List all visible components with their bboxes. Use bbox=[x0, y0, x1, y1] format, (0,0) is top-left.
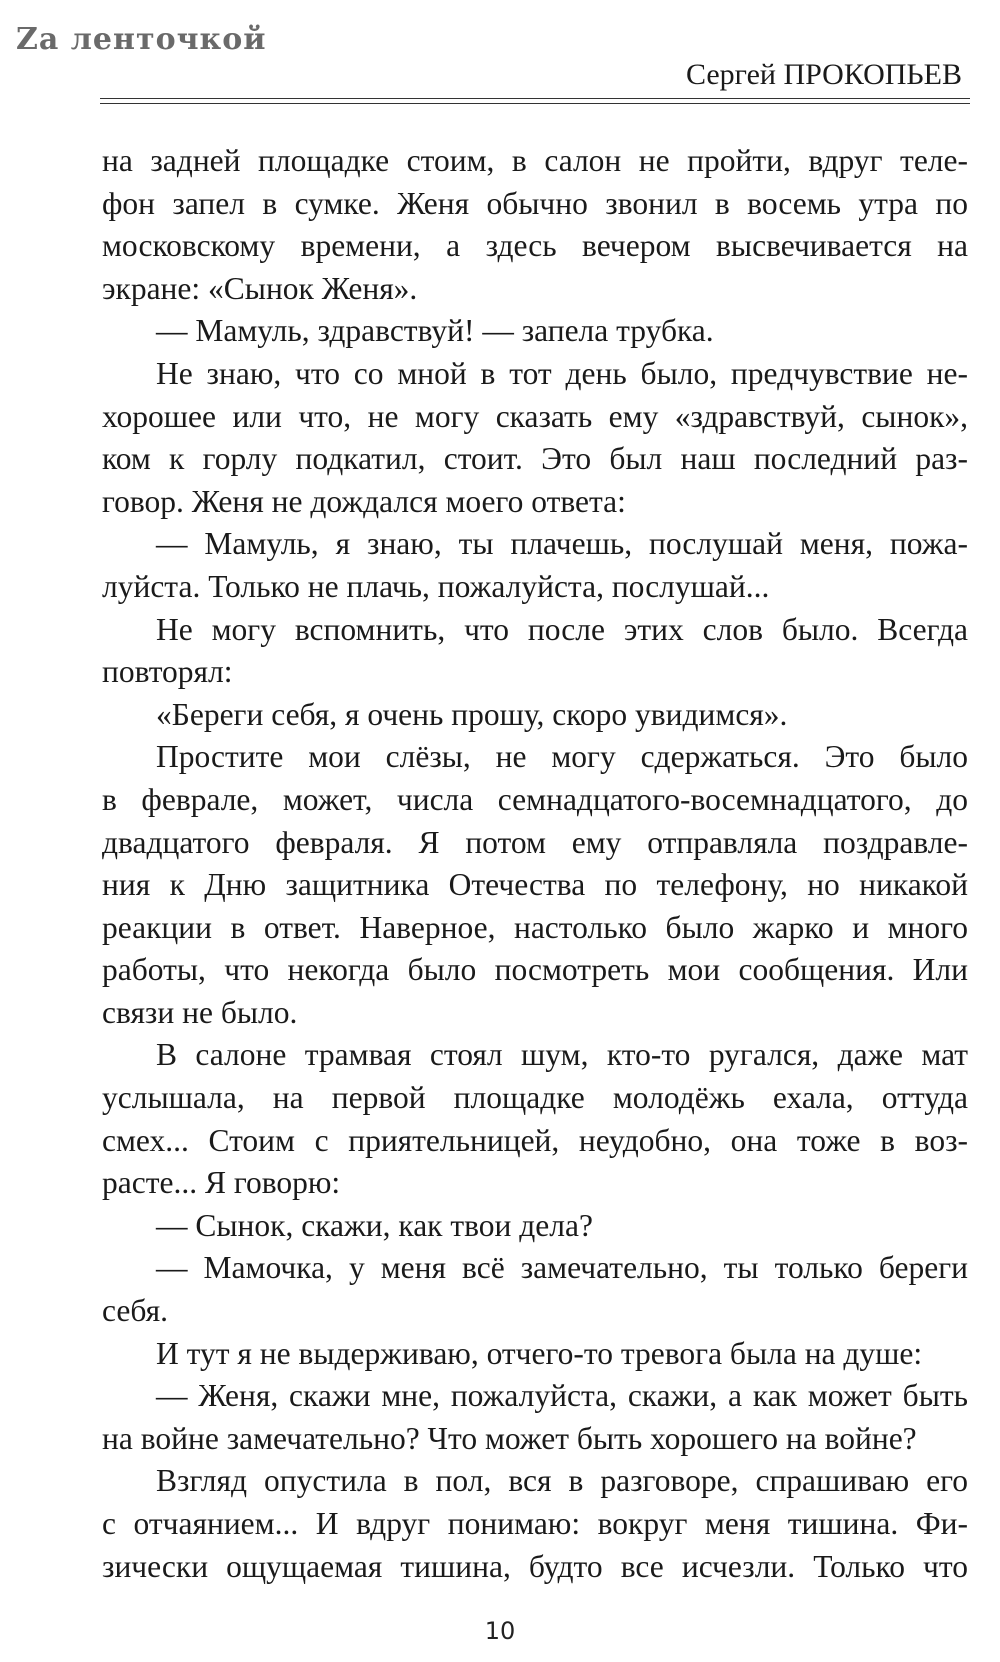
text-line: — Мамуль, здравствуй! — запела трубка. bbox=[156, 313, 714, 349]
body-text bbox=[102, 140, 968, 1588]
text-line: Взгляд опустила в пол, вся в разговоре, спрашиваю его bbox=[156, 1463, 968, 1499]
text-line: повторял: bbox=[102, 654, 233, 690]
text-line: зически ощущаемая тишина, будто все исчезли. Только что bbox=[102, 1548, 968, 1584]
text-line: двадцатого февраля. Я потом ему отправляла поздравле- bbox=[102, 824, 968, 860]
text-line: Не могу вспомнить, что после этих слов было. Всегда bbox=[156, 611, 968, 647]
text-line: — Мамуль, я знаю, ты плачешь, послушай меня, пожа- bbox=[156, 526, 968, 562]
text-line: хорошее или что, не могу сказать ему «здравствуй, сынок», bbox=[102, 398, 968, 434]
text-line: Не знаю, что со мной в тот день было, предчувствие не- bbox=[156, 355, 968, 391]
text-line: московскому времени, а здесь вечером высвечивается на bbox=[102, 228, 968, 264]
header-divider bbox=[100, 98, 970, 104]
text-line: связи не было. bbox=[102, 994, 298, 1030]
text-line: луйста. Только не плачь, пожалуйста, послушай... bbox=[102, 568, 770, 604]
text-line: расте... Я говорю: bbox=[102, 1165, 341, 1201]
text-line: услышала, на первой площадке молодёжь ехала, оттуда bbox=[102, 1080, 968, 1116]
text-line: — Сынок, скажи, как твои дела? bbox=[156, 1207, 593, 1243]
text-line: В салоне трамвая стоял шум, кто-то ругался, даже мат bbox=[156, 1037, 968, 1073]
text-line: себя. bbox=[102, 1293, 168, 1329]
text-line: ком к горлу подкатил, стоит. Это был наш последний раз- bbox=[102, 441, 968, 477]
text-line: работы, что некогда было посмотреть мои сообщения. Или bbox=[102, 952, 968, 988]
text-line: на задней площадке стоим, в салон не пройти, вдруг теле- bbox=[102, 143, 968, 178]
text-line: фон запел в сумке. Женя обычно звонил в восемь утра по bbox=[102, 185, 968, 221]
text-line: — Женя, скажи мне, пожалуйста, скажи, а как может быть bbox=[156, 1378, 968, 1414]
text-line: на войне замечательно? Что может быть хорошего на войне? bbox=[102, 1420, 917, 1456]
text-line: смех... Стоим с приятельницей, неудобно, она тоже в воз- bbox=[102, 1122, 968, 1158]
author-name: Сергей ПРОКОПЬЕВ bbox=[685, 58, 962, 91]
text-line: И тут я не выдерживаю, отчего-то тревога была на душе: bbox=[156, 1335, 923, 1371]
text-line: говор. Женя не дождался моего ответа: bbox=[102, 483, 626, 519]
text-line: реакции в ответ. Наверное, настолько было жарко и много bbox=[102, 909, 968, 945]
text-line: «Береги себя, я очень прошу, скоро увидимся». bbox=[156, 696, 788, 732]
series-title: Zа ленточкой bbox=[16, 22, 267, 57]
text-line: с отчаянием... И вдруг понимаю: вокруг меня тишина. Фи- bbox=[102, 1506, 968, 1541]
text-line: Простите мои слёзы, не могу сдержаться. Это было bbox=[156, 739, 968, 775]
page-number: 10 bbox=[484, 1617, 516, 1645]
text-line: экране: «Сынок Женя». bbox=[102, 270, 418, 306]
text-line: в феврале, может, числа семнадцатого-восемнадцатого, до bbox=[102, 781, 968, 817]
text-line: — Мамочка, у меня всё замечательно, ты только береги bbox=[156, 1250, 968, 1286]
text-line: ния к Дню защитника Отечества по телефону, но никакой bbox=[102, 867, 968, 903]
